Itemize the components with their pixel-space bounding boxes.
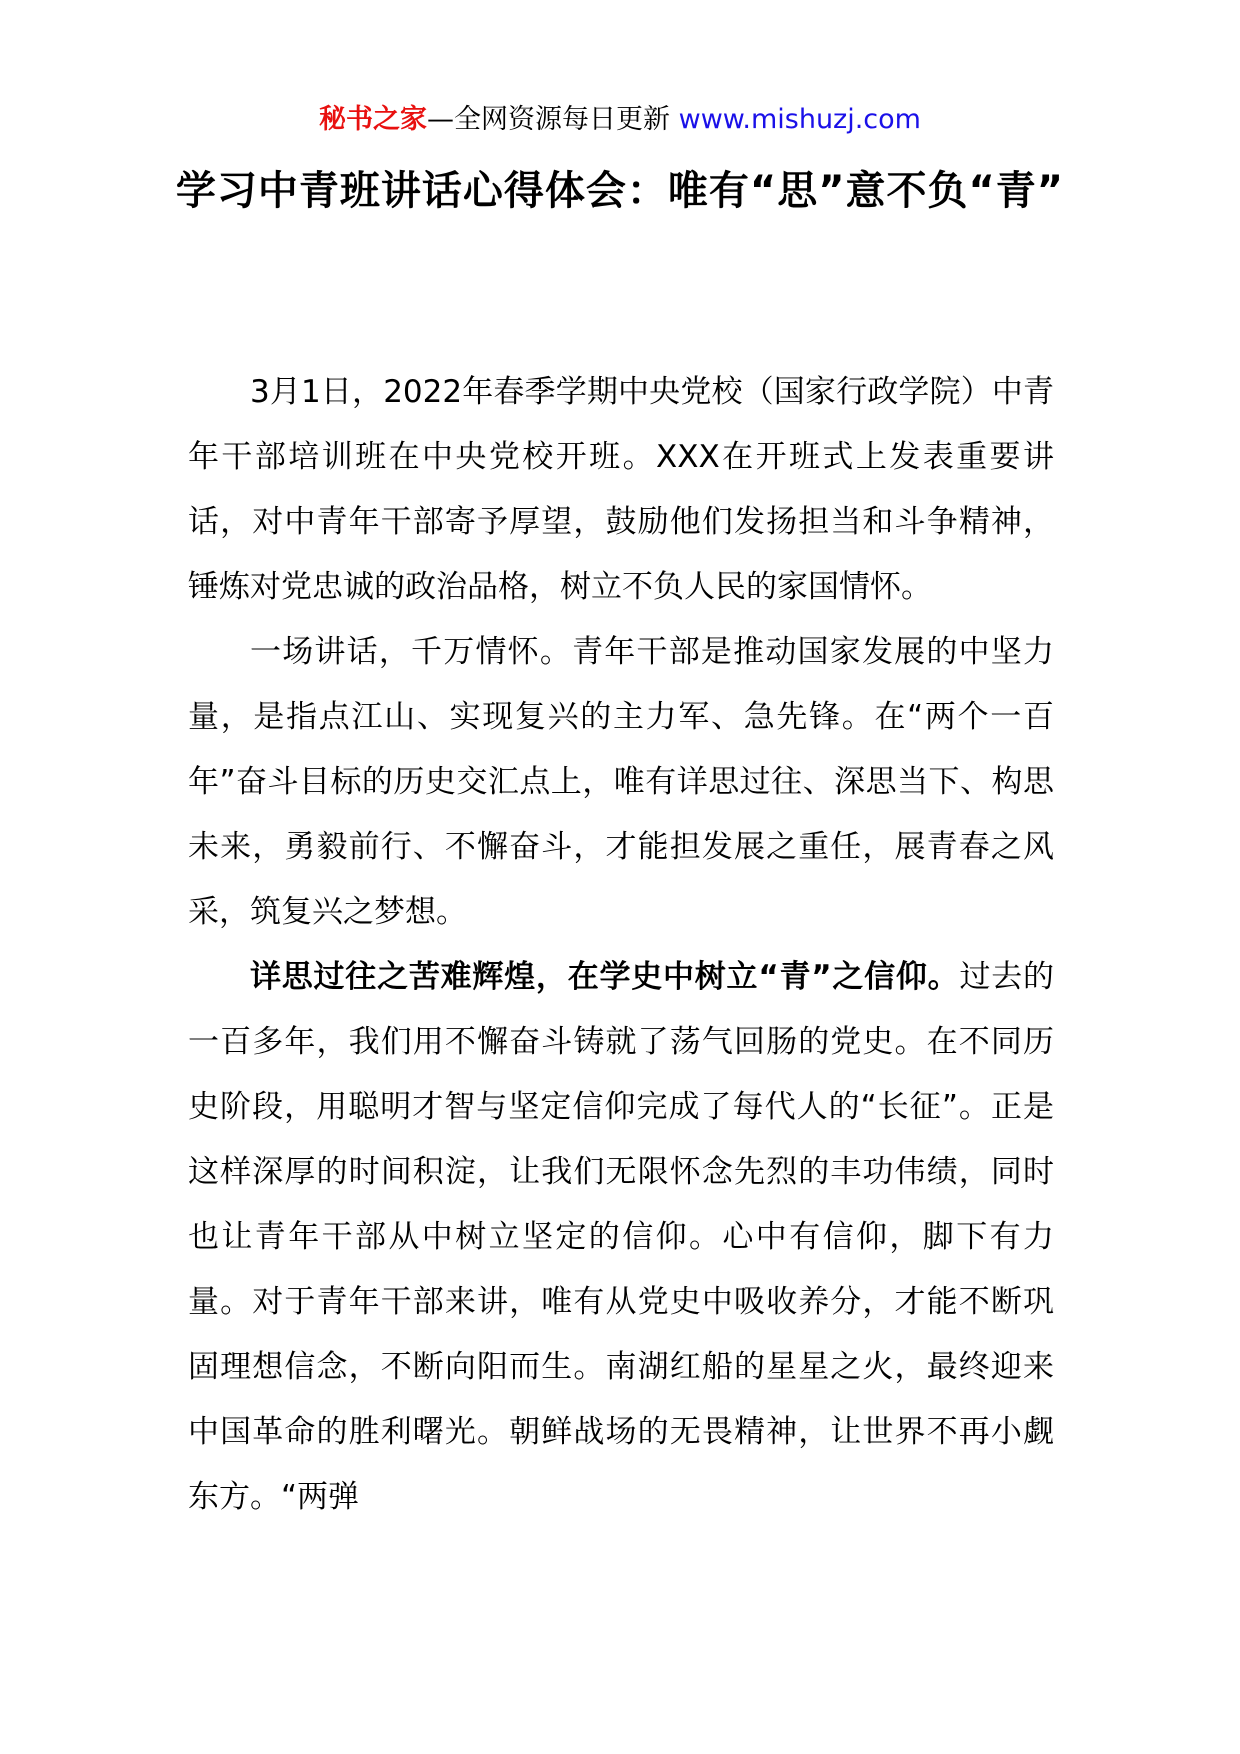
paragraph-2	[188, 620, 1054, 945]
site-tagline: —全网资源每日更新	[427, 104, 679, 135]
site-url-link[interactable]: www.mishuzj.com	[678, 104, 921, 135]
paragraph-3-heading: 详思过往之苦难辉煌，在学史中树立“青”之信仰。	[250, 959, 960, 995]
paragraph-1	[188, 360, 1054, 620]
site-brand: 秘书之家	[319, 104, 428, 135]
document-title: 学习中青班讲话心得体会：唯有“思”意不负“青”	[175, 168, 1065, 214]
paragraph-3	[188, 945, 1054, 1530]
paragraph-1-text: 3月1日，2022年春季学期中央党校（国家行政学院）中青年干部培训班在中央党校开班。XXX在开班式上发表重要讲话，对中青年干部寄予厚望，鼓励他们发扬担当和斗争精神，锤炼对党忠诚的政治品格，树立不负人民的家国情怀。	[188, 374, 1054, 605]
document-body	[188, 360, 1054, 1530]
paragraph-2-text: 一场讲话，千万情怀。青年干部是推动国家发展的中坚力量，是指点江山、实现复兴的主力军、急先锋。在“两个一百年”奋斗目标的历史交汇点上，唯有详思过往、深思当下、构思未来，勇毅前行、不懈奋斗，才能担发展之重任，展青春之风采，筑复兴之梦想。	[188, 634, 1054, 930]
site-header	[0, 100, 1240, 140]
paragraph-3-text: 过去的一百多年，我们用不懈奋斗铸就了荡气回肠的党史。在不同历史阶段，用聪明才智与坚定信仰完成了每代人的“长征”。正是这样深厚的时间积淀，让我们无限怀念先烈的丰功伟绩，同时也让青年干部从中树立坚定的信仰。心中有信仰，脚下有力量。对于青年干部来讲，唯有从党史中吸收养分，才能不断巩固理想信念，不断向阳而生。南湖红船的星星之火，最终迎来中国革命的胜利曙光。朝鲜战场的无畏精神，让世界不再小觑东方。“两弹	[188, 959, 1055, 1515]
